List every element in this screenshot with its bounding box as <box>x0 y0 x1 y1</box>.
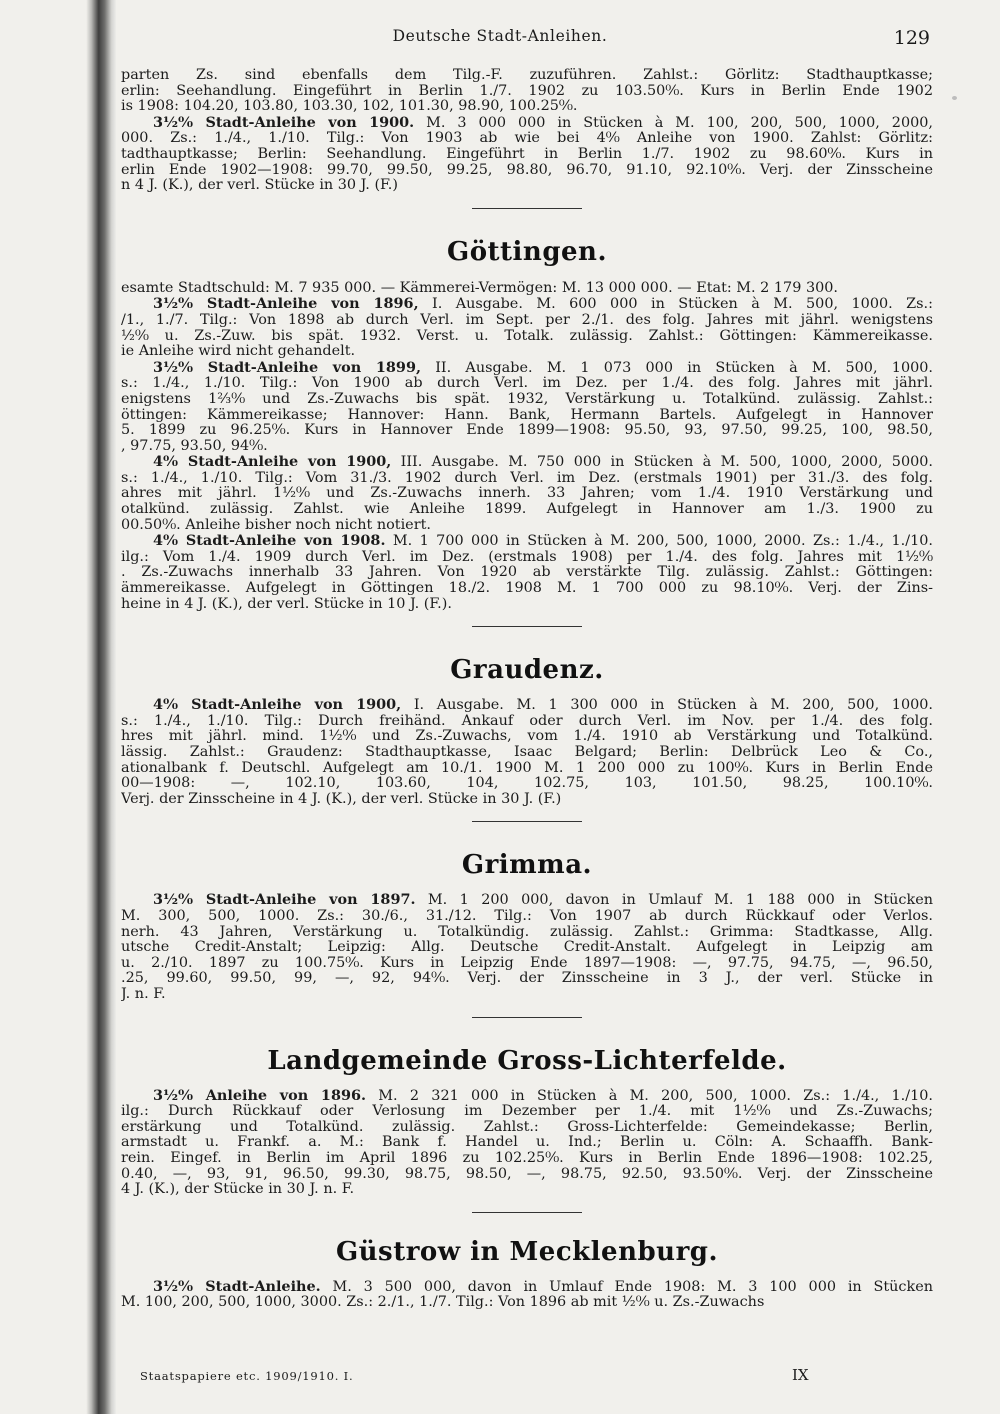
text-line <box>121 1104 933 1120</box>
text-line <box>121 518 933 534</box>
text-run: s.: 1./4., 1./10. Tilg.: Vom 31./3. 1902 durch Verl. im Dez. (erstmals 1901) per 31./3. des folg. <box>121 470 933 486</box>
text-run: M. 3 000 000 in Stücken à M. 100, 200, 500, 1000, 2000, <box>414 114 933 131</box>
text-run: rein. Eingef. in Berlin im April 1896 zu 102.25⁰⁄₀. Kurs in Berlin Ende 1896—1908: 102.25, <box>121 1150 933 1166</box>
text-line <box>121 439 933 455</box>
text-line <box>121 761 933 777</box>
text-run: M. 3 500 000, davon in Umlauf Ende 1908: M. 3 100 000 in Stücken <box>320 1278 933 1295</box>
text-line <box>121 697 933 714</box>
page-number: 129 <box>893 27 930 49</box>
section-divider <box>472 208 582 209</box>
text-run: , 97.75, 93.50, 94⁰⁄₀. <box>121 438 268 454</box>
text-run: 00.50⁰⁄₀. Anleihe bisher noch nicht notiert. <box>121 517 431 533</box>
text-line <box>121 565 933 581</box>
text-line <box>121 1151 933 1167</box>
bond-issue-title: 3¹⁄₂⁰⁄₀ Stadt-Anleihe von 1899, <box>153 359 421 376</box>
text-line <box>121 68 933 84</box>
main-column <box>121 68 933 1311</box>
text-line <box>121 454 933 471</box>
text-run: . Zs.-Zuwachs innerhalb 33 Jahren. Von 1920 ab verstärkte Tilg. zulässig. Zahlst.: Göttingen: <box>121 565 933 581</box>
text-run: /1., 1./7. Tilg.: Von 1898 ab durch Verl. im Sept. per 2./1. des folg. Jahres mit jährl. wenigstens <box>121 312 933 328</box>
text-line <box>121 131 933 147</box>
text-line <box>121 84 933 100</box>
text-line <box>121 909 933 925</box>
text-run: armstadt u. Frankf. a. M.: Bank f. Handel u. Ind.; Berlin u. Cöln: A. Schaaffh. Bank- <box>121 1135 933 1151</box>
section-divider <box>472 1017 582 1018</box>
bond-issue-title: 4⁰⁄₀ Stadt-Anleihe von 1900, <box>153 697 402 714</box>
entry-paragraph <box>121 281 933 297</box>
text-run: 00—1908: —, 102.10, 103.60, 104, 102.75, 103, 101.50, 98.25, 100.10⁰⁄₀. <box>121 776 933 792</box>
text-run: ilg.: Vom 1./4. 1909 durch Verl. im Dez. (erstmals 1908) per 1./4. des folg. Jahres mit 1¹⁄₂⁰⁄₀ <box>121 549 933 565</box>
city-heading: Göttingen. <box>446 236 608 267</box>
footer-sheet-number: IX <box>792 1366 809 1384</box>
text-run: ationalbank f. Deutschl. Aufgelegt am 10./1. 1900 M. 1 200 000 zu 100⁰⁄₀. Kurs in Berlin Ende <box>121 760 933 776</box>
text-line <box>121 471 933 487</box>
text-run: utsche Credit-Anstalt; Leipzig: Allg. Deutsche Credit-Anstalt. Aufgelegt in Leipzig am <box>121 940 933 956</box>
text-line <box>121 392 933 408</box>
footer-signature: Staatspapiere etc. 1909/1910. I. <box>140 1369 354 1383</box>
section-divider <box>472 1212 582 1213</box>
city-heading: Landgemeinde Gross-Lichterfelde. <box>267 1045 787 1076</box>
bond-issue-title: 4⁰⁄₀ Stadt-Anleihe von 1908. <box>153 533 386 550</box>
section-divider <box>472 821 582 822</box>
text-line <box>121 502 933 518</box>
text-run: III. Ausgabe. M. 750 000 in Stücken à M. 500, 1000, 2000, 5000. <box>391 454 933 471</box>
entry-paragraph <box>121 454 933 533</box>
city-heading: Grimma. <box>461 850 593 881</box>
running-title: Deutsche Stadt-Anleihen. <box>392 27 608 45</box>
entry-paragraph <box>121 68 933 115</box>
city-section <box>121 626 933 807</box>
text-run: .25, 99.60, 99.50, 99, —, 92, 94⁰⁄₀. Verj. der Zinsscheine in 3 J., der verl. Stücke in <box>121 971 933 987</box>
city-section <box>121 1212 933 1311</box>
paper-speck <box>952 96 957 100</box>
text-run: 4 J. (K.), der Stücke in 30 J. n. F. <box>121 1182 355 1198</box>
city-section <box>121 68 933 194</box>
text-line <box>121 1279 933 1296</box>
text-line <box>121 533 933 550</box>
text-run: M. 300, 500, 1000. Zs.: 30./6., 31./12. Tilg.: Von 1907 ab durch Rückkauf oder Verlos. <box>121 908 933 924</box>
entry-paragraph <box>121 296 933 359</box>
text-run: M. 1 700 000 in Stücken à M. 200, 500, 1000, 2000. Zs.: 1./4., 1./10. <box>385 533 933 550</box>
text-run: ilg.: Durch Rückkauf oder Verlosung im Dezember per 1./4. mit 1¹⁄₂⁰⁄₀ und Zs.-Zuwachs; <box>121 1104 933 1120</box>
text-line <box>121 313 933 329</box>
text-line <box>121 1295 933 1311</box>
text-run: tadthauptkasse; Berlin: Seehandlung. Eingeführt in Berlin 1./7. 1902 zu 98.60⁰⁄₀. Kurs in <box>121 146 933 162</box>
text-run: hres mit jährl. mind. 1¹⁄₂⁰⁄₀ und Zs.-Zuwachs, vom 1./4. 1910 ab Verstärkung und Totalkünd. <box>121 729 933 745</box>
text-line <box>121 1088 933 1105</box>
text-run: u. 2./10. 1897 zu 100.75⁰⁄₀. Kurs in Leipzig Ende 1897—1908: —, 97.75, 94.75, —, 96.50, <box>121 955 933 971</box>
text-line <box>121 115 933 132</box>
text-line <box>121 550 933 566</box>
text-run: J. n. F. <box>121 986 166 1002</box>
entry-paragraph <box>121 115 933 194</box>
city-section <box>121 208 933 612</box>
text-line <box>121 892 933 909</box>
text-run: esamte Stadtschuld: M. 7 935 000. — Kämmerei-Vermögen: M. 13 000 000. — Etat: M. 2 179 300. <box>121 280 838 296</box>
text-run: 0.40, —, 93, 91, 96.50, 99.30, 98.75, 98.50, —, 98.75, 92.50, 93.50⁰⁄₀. Verj. der Zinsscheine <box>121 1166 933 1182</box>
text-run: ie Anleihe wird nicht gehandelt. <box>121 344 356 360</box>
text-run: enigstens 1²⁄₃⁰⁄₀ und Zs.-Zuwachs bis spät. 1932, Verstärkung u. Totalkünd. zulässig. Zahlst.: <box>121 391 933 407</box>
text-line <box>121 581 933 597</box>
entry-paragraph <box>121 892 933 1002</box>
text-line <box>121 344 933 360</box>
bond-issue-title: 3¹⁄₂⁰⁄₀ Anleihe von 1896. <box>153 1087 366 1104</box>
text-run: I. Ausgabe. M. 1 300 000 in Stücken à M. 200, 500, 1000. <box>401 697 933 714</box>
text-line <box>121 745 933 761</box>
text-run: öttingen: Kämmereikasse; Hannover: Hann. Bank, Hermann Bartels. Aufgelegt in Hannover <box>121 407 933 423</box>
text-run: is 1908: 104.20, 103.80, 103.30, 102, 101.30, 98.90, 100.25⁰⁄₀. <box>121 99 578 115</box>
text-run: ämmereikasse. Aufgelegt in Göttingen 18./2. 1908 M. 1 700 000 zu 98.10⁰⁄₀. Verj. der Zins- <box>121 581 933 597</box>
bond-issue-title: 3¹⁄₂⁰⁄₀ Stadt-Anleihe von 1896, <box>153 296 419 313</box>
entry-paragraph <box>121 1279 933 1311</box>
text-line <box>121 597 933 613</box>
text-run: I. Ausgabe. M. 600 000 in Stücken à M. 500, 1000. Zs.: <box>418 296 933 313</box>
city-section <box>121 821 933 1002</box>
text-line <box>121 776 933 792</box>
entry-paragraph <box>121 697 933 807</box>
text-line <box>121 281 933 297</box>
text-line <box>121 408 933 424</box>
section-divider <box>472 626 582 627</box>
text-line <box>121 376 933 392</box>
bond-issue-title: 3¹⁄₂⁰⁄₀ Stadt-Anleihe von 1900. <box>153 114 415 131</box>
bond-issue-title: 4⁰⁄₀ Stadt-Anleihe von 1900, <box>153 454 392 471</box>
text-line <box>121 714 933 730</box>
city-heading: Graudenz. <box>450 655 604 686</box>
text-run: n 4 J. (K.), der verl. Stücke in 30 J. (F.) <box>121 178 398 194</box>
text-line <box>121 486 933 502</box>
text-run: nerh. 43 Jahren, Verstärkung u. Totalkündig. zulässig. Zahlst.: Grimma: Stadtkasse, Allg. <box>121 924 933 940</box>
text-line <box>121 163 933 179</box>
text-run: s.: 1./4., 1./10. Tilg.: Von 1900 ab durch Verl. im Dez. per 1./4. des folg. Jahres mit jährl. <box>121 376 933 392</box>
text-line <box>121 360 933 377</box>
text-line <box>121 971 933 987</box>
text-run: erstärkung und Totalkünd. zulässig. Zahlst.: Gross-Lichterfelde: Gemeindekasse; Berlin, <box>121 1119 933 1135</box>
text-run: erlin: Seehandlung. Eingeführt in Berlin 1./7. 1902 zu 103.50⁰⁄₀. Kurs in Berlin Ende 1902 <box>121 83 933 99</box>
text-run: heine in 4 J. (K.), der verl. Stücke in 10 J. (F.). <box>121 596 452 612</box>
text-line <box>121 1135 933 1151</box>
text-run: s.: 1./4., 1./10. Tilg.: Durch freihänd. Ankauf oder durch Verl. im Nov. per 1./4. des folg. <box>121 713 933 729</box>
text-line <box>121 1182 933 1198</box>
city-section <box>121 1017 933 1198</box>
text-line <box>121 729 933 745</box>
text-run: 000. Zs.: 1./4., 1./10. Tilg.: Von 1903 ab wie bei 4⁰⁄₀ Anleihe von 1900. Zahlst: Görlitz: <box>121 131 933 147</box>
text-run: ¹⁄₂⁰⁄₀ u. Zs.-Zuw. bis spät. 1932. Verst. u. Totalk. zulässig. Zahlst.: Göttingen: Kämmereikasse. <box>121 328 933 344</box>
text-line <box>121 940 933 956</box>
text-line <box>121 147 933 163</box>
city-heading: Güstrow in Mecklenburg. <box>335 1236 719 1267</box>
text-run: lässig. Zahlst.: Graudenz: Stadthauptkasse, Isaac Belgard; Berlin: Delbrück Leo & Co., <box>121 745 933 760</box>
text-run: ahres mit jährl. 1¹⁄₂⁰⁄₀ und Zs.-Zuwachs innerh. 33 Jahren; vom 1./4. 1910 Verstärkung und <box>121 486 933 502</box>
text-line <box>121 987 933 1003</box>
text-line <box>121 178 933 194</box>
bond-issue-title: 3¹⁄₂⁰⁄₀ Stadt-Anleihe von 1897. <box>153 892 416 909</box>
text-line <box>121 925 933 941</box>
text-line <box>121 99 933 115</box>
entry-paragraph <box>121 1088 933 1198</box>
text-line <box>121 956 933 972</box>
text-line <box>121 1167 933 1183</box>
text-line <box>121 792 933 808</box>
text-run: Verj. der Zinsscheine in 4 J. (K.), der verl. Stücke in 30 J. (F.) <box>121 791 562 807</box>
text-line <box>121 296 933 313</box>
book-gutter-shadow <box>86 0 116 1414</box>
text-run: M. 100, 200, 500, 1000, 3000. Zs.: 2./1., 1./7. Tilg.: Von 1896 ab mit ¹⁄₂⁰⁄₀ u. Zs.-Zuwachs <box>121 1295 765 1311</box>
text-run: otalkünd. zulässig. Zahlst. wie Anleihe 1899. Aufgelegt in Hannover am 1./3. 1900 zu <box>121 502 933 518</box>
bond-issue-title: 3¹⁄₂⁰⁄₀ Stadt-Anleihe. <box>153 1278 321 1295</box>
text-run: erlin Ende 1902—1908: 99.70, 99.50, 99.25, 98.80, 96.70, 91.10, 92.10⁰⁄₀. Verj. der Zinsscheine <box>121 162 933 178</box>
text-run: M. 2 321 000 in Stücken à M. 200, 500, 1000. Zs.: 1./4., 1./10. <box>366 1087 933 1104</box>
text-run: M. 1 200 000, davon in Umlauf M. 1 188 000 in Stücken <box>415 892 933 909</box>
text-run: 5. 1899 zu 96.25⁰⁄₀. Kurs in Hannover Ende 1899—1908: 95.50, 93, 97.50, 99.25, 100, 98.50, <box>121 423 933 439</box>
text-run: parten Zs. sind ebenfalls dem Tilg.-F. zuzuführen. Zahlst.: Görlitz: Stadthauptkasse; <box>121 68 933 83</box>
entry-paragraph <box>121 533 933 612</box>
entry-paragraph <box>121 360 933 455</box>
text-run: II. Ausgabe. M. 1 073 000 in Stücken à M. 500, 1000. <box>420 359 933 376</box>
text-line <box>121 329 933 345</box>
text-line <box>121 423 933 439</box>
text-line <box>121 1120 933 1136</box>
